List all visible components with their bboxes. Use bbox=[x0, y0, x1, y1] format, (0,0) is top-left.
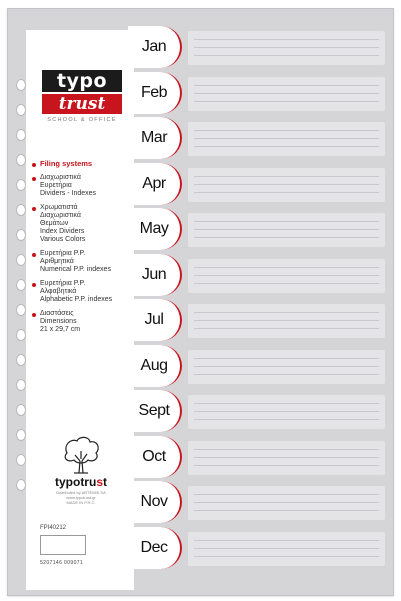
feature-item bbox=[32, 250, 132, 274]
month-row[interactable] bbox=[134, 299, 389, 341]
feature-text: Ευρετήρια P.P. Αλφαβητικά Alphabetic P.P. indexes bbox=[40, 280, 113, 303]
bullet-dot-icon bbox=[32, 283, 36, 287]
feature-item bbox=[32, 310, 132, 334]
month-label: Apr bbox=[142, 174, 166, 192]
month-label: Dec bbox=[140, 538, 168, 556]
feature-text: Ευρετήρια P.P. Αριθμητικά Numerical P.P. indexes bbox=[40, 250, 111, 273]
label-box bbox=[40, 535, 86, 555]
brand-name: typotrust bbox=[54, 475, 107, 489]
feature-text: Filing systems bbox=[40, 159, 93, 168]
month-tab[interactable] bbox=[128, 299, 182, 341]
label-strip bbox=[188, 213, 385, 247]
product-code: FPI40212 bbox=[40, 525, 67, 531]
label-strip bbox=[188, 259, 385, 293]
logo-typo: typo bbox=[42, 70, 122, 92]
feature-item bbox=[32, 174, 132, 198]
bullet-dot-icon bbox=[32, 253, 36, 257]
month-tab[interactable] bbox=[128, 26, 182, 68]
month-row[interactable] bbox=[134, 254, 389, 296]
month-label: Jul bbox=[144, 311, 164, 328]
label-strip bbox=[188, 77, 385, 111]
distributor-text: Distributed by ARTEMIS SA www.typotrust.gr MADE IN P.R.C. bbox=[56, 490, 106, 505]
month-tab[interactable] bbox=[128, 481, 182, 523]
feature-text: Διαστάσεις Dimensions 21 x 29,7 cm bbox=[40, 310, 81, 333]
label-strip bbox=[188, 395, 385, 429]
barcode-number: 5207146 009071 bbox=[40, 560, 84, 566]
feature-item bbox=[32, 160, 132, 168]
tree-icon bbox=[46, 435, 116, 475]
month-label: Sept bbox=[138, 402, 170, 419]
month-row[interactable] bbox=[134, 26, 389, 68]
logo-trust: trust bbox=[42, 94, 122, 114]
month-row[interactable] bbox=[134, 527, 389, 569]
month-row[interactable] bbox=[134, 345, 389, 387]
month-label: Jan bbox=[141, 38, 167, 55]
feature-item bbox=[32, 280, 132, 304]
month-tab[interactable] bbox=[128, 254, 182, 296]
month-row[interactable] bbox=[134, 208, 389, 250]
label-strip bbox=[188, 486, 385, 520]
info-panel bbox=[26, 30, 134, 590]
month-row[interactable] bbox=[134, 163, 389, 205]
month-tab[interactable] bbox=[128, 527, 182, 569]
month-row[interactable] bbox=[134, 390, 389, 432]
month-tab[interactable] bbox=[128, 390, 182, 432]
month-label: Oct bbox=[142, 447, 166, 465]
feature-text: Χρωματιστά Διαχωριστικά Θεμάτων Index Dividers Various Colors bbox=[40, 204, 86, 243]
month-tab[interactable] bbox=[128, 163, 182, 205]
label-strip bbox=[188, 350, 385, 384]
month-tab[interactable] bbox=[128, 208, 182, 250]
month-tab[interactable] bbox=[128, 72, 182, 114]
logo-tagline: SCHOOL & OFFICE bbox=[47, 117, 117, 123]
typotrust-logo bbox=[42, 70, 122, 123]
month-tab[interactable] bbox=[128, 436, 182, 478]
month-tab[interactable] bbox=[128, 345, 182, 387]
label-strip bbox=[188, 31, 385, 65]
label-strip bbox=[188, 168, 385, 202]
label-strip bbox=[188, 304, 385, 338]
label-strip bbox=[188, 122, 385, 156]
bullet-dot-icon bbox=[32, 163, 36, 167]
month-label: Aug bbox=[140, 356, 168, 374]
brand-block bbox=[46, 435, 116, 505]
month-label: Jun bbox=[141, 265, 167, 283]
month-label: Mar bbox=[140, 129, 168, 146]
month-label: May bbox=[139, 220, 169, 237]
month-row[interactable] bbox=[134, 72, 389, 114]
month-row[interactable] bbox=[134, 436, 389, 478]
month-row[interactable] bbox=[134, 117, 389, 159]
feature-item bbox=[32, 204, 132, 244]
bullet-dot-icon bbox=[32, 207, 36, 211]
feature-list bbox=[32, 160, 132, 340]
label-strip bbox=[188, 532, 385, 566]
label-strip bbox=[188, 441, 385, 475]
month-label: Feb bbox=[140, 83, 168, 101]
bullet-dot-icon bbox=[32, 177, 36, 181]
month-tab[interactable] bbox=[128, 117, 182, 159]
bullet-dot-icon bbox=[32, 313, 36, 317]
month-row[interactable] bbox=[134, 481, 389, 523]
month-label: Nov bbox=[140, 493, 168, 510]
feature-text: Διαχωριστικά Ευρετήρια Dividers - Indexes bbox=[40, 174, 97, 197]
